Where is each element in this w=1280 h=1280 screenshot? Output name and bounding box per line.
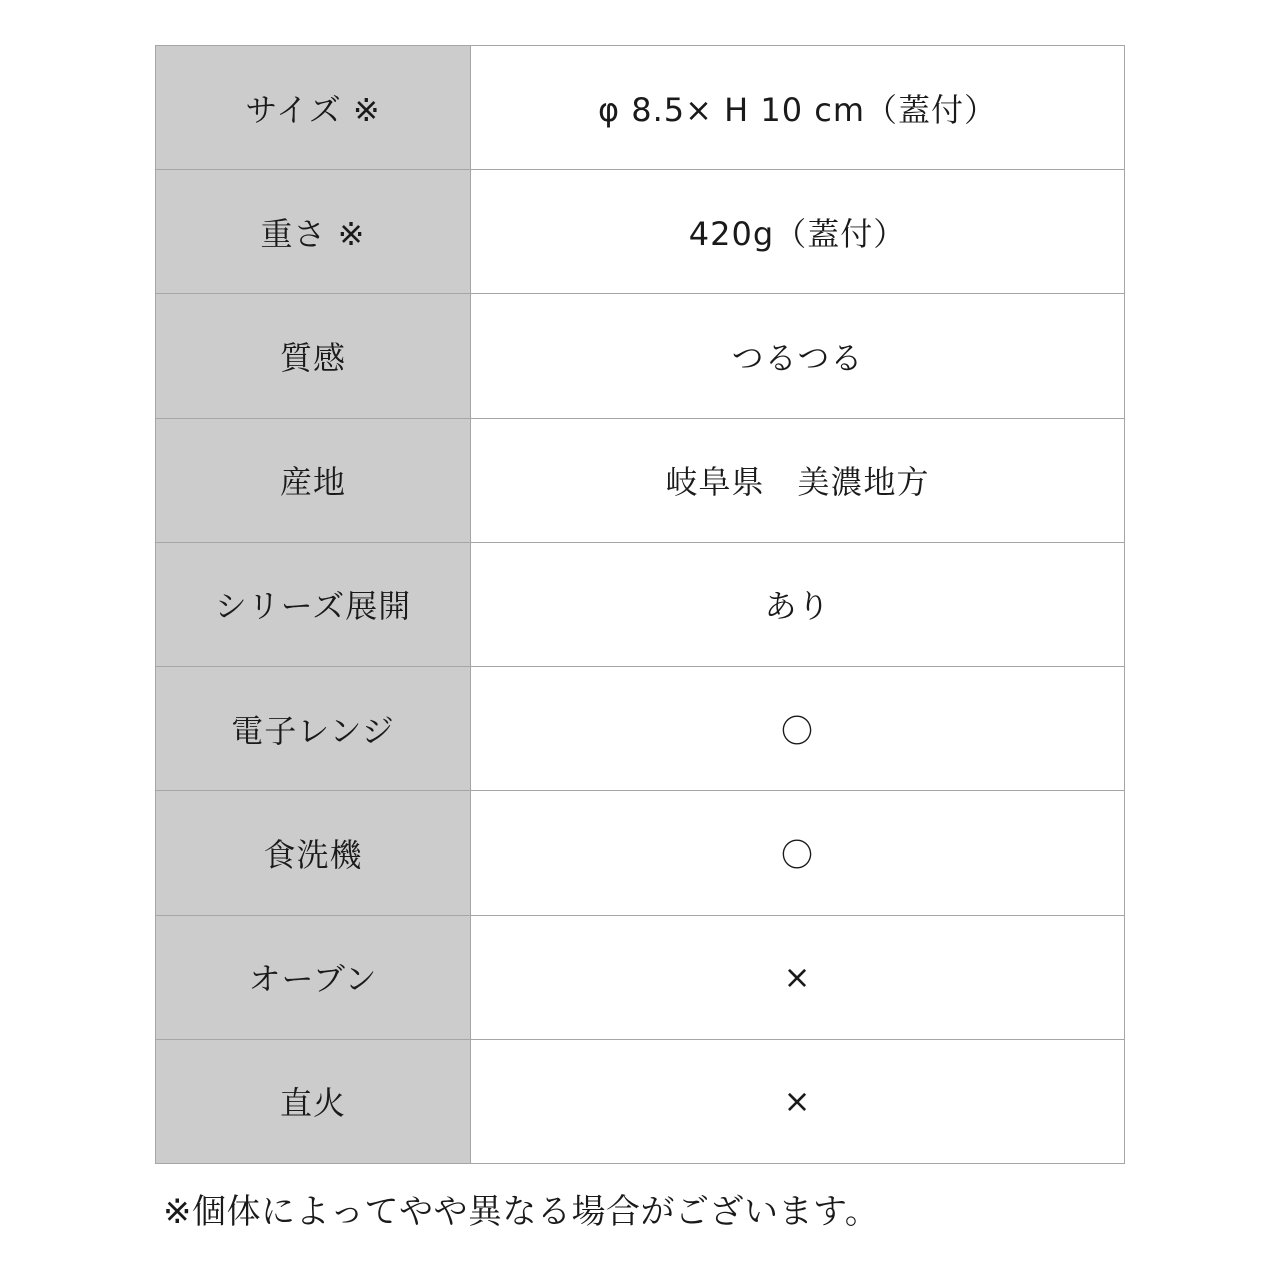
- spec-row-weight: [156, 170, 1125, 294]
- spec-table: [155, 45, 1125, 1164]
- spec-value-size: φ 8.5× H 10 cm（蓋付）: [471, 46, 1125, 170]
- spec-value-origin: 岐阜県 美濃地方: [471, 418, 1125, 542]
- spec-row-microwave: [156, 667, 1125, 791]
- spec-label-origin: 産地: [156, 418, 471, 542]
- spec-row-size: [156, 46, 1125, 170]
- spec-value-weight: 420g（蓋付）: [471, 170, 1125, 294]
- spec-value-series: あり: [471, 542, 1125, 666]
- spec-label-dishwasher: 食洗機: [156, 791, 471, 915]
- spec-row-series: [156, 542, 1125, 666]
- spec-label-size: サイズ ※: [156, 46, 471, 170]
- spec-row-texture: [156, 294, 1125, 418]
- spec-row-origin: [156, 418, 1125, 542]
- spec-row-dishwasher: [156, 791, 1125, 915]
- spec-label-oven: オーブン: [156, 915, 471, 1039]
- spec-value-microwave: 〇: [471, 667, 1125, 791]
- spec-value-direct-fire: ×: [471, 1039, 1125, 1163]
- spec-label-microwave: 電子レンジ: [156, 667, 471, 791]
- spec-value-dishwasher: 〇: [471, 791, 1125, 915]
- spec-row-direct-fire: [156, 1039, 1125, 1163]
- spec-label-series: シリーズ展開: [156, 542, 471, 666]
- spec-label-weight: 重さ ※: [156, 170, 471, 294]
- spec-label-direct-fire: 直火: [156, 1039, 471, 1163]
- footnote: ※個体によってやや異なる場合がございます。: [163, 1192, 880, 1232]
- spec-value-texture: つるつる: [471, 294, 1125, 418]
- spec-row-oven: [156, 915, 1125, 1039]
- spec-label-texture: 質感: [156, 294, 471, 418]
- spec-value-oven: ×: [471, 915, 1125, 1039]
